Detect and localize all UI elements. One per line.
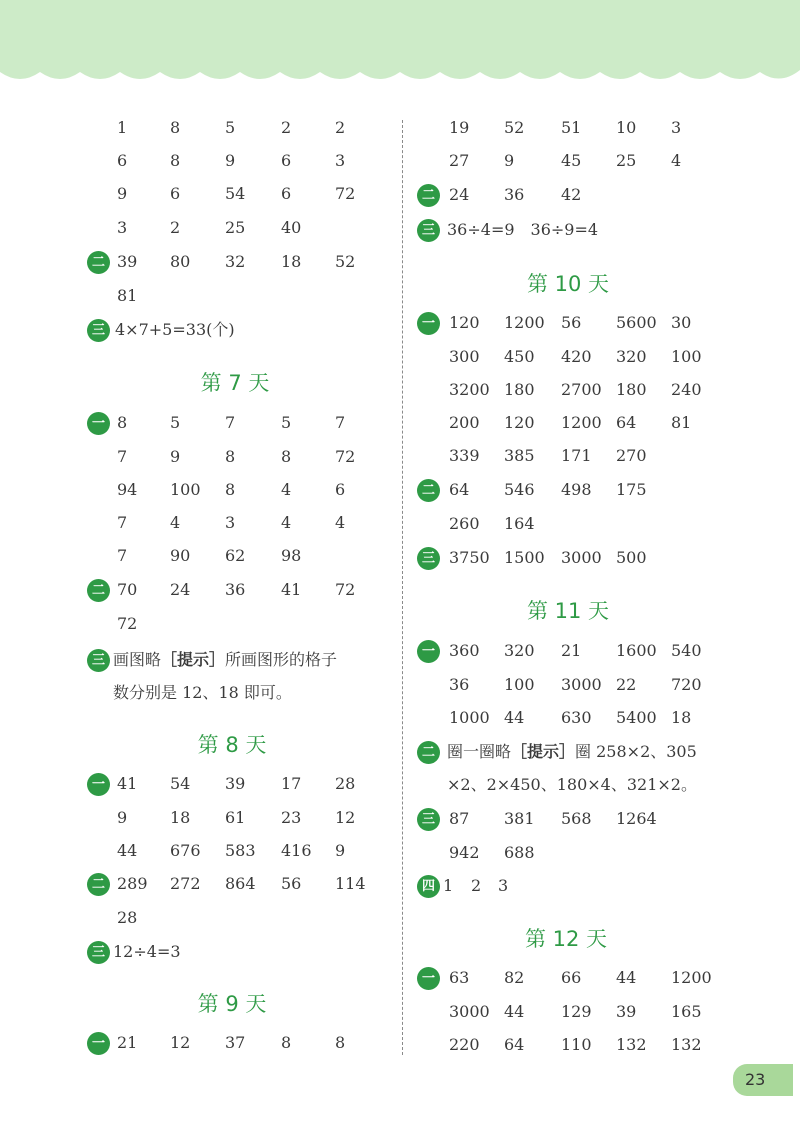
answer-value: 98 bbox=[281, 546, 302, 565]
answer-value: 5400 bbox=[616, 708, 657, 727]
answer-value: 9 bbox=[117, 184, 128, 203]
answer-value: 7 bbox=[117, 546, 128, 565]
answer-value: 45 bbox=[561, 151, 582, 170]
answer-value: 12 bbox=[335, 808, 356, 827]
answer-value: 688 bbox=[504, 843, 535, 862]
page-number: 23 bbox=[733, 1064, 793, 1096]
answer-value: 5600 bbox=[616, 313, 657, 332]
answer-value: 21 bbox=[561, 641, 582, 660]
answer-value: 3 bbox=[335, 151, 346, 170]
question-number-badge: 二 bbox=[417, 741, 440, 764]
answer-value: 3 bbox=[671, 118, 682, 137]
answer-value: 289 bbox=[117, 874, 148, 893]
answer-value: 44 bbox=[504, 1002, 525, 1021]
question-number-badge: 一 bbox=[417, 312, 440, 335]
answer-value: 1 bbox=[117, 118, 128, 137]
answer-value: 18 bbox=[170, 808, 191, 827]
answer-value: 240 bbox=[671, 380, 702, 399]
answer-value: 6 bbox=[170, 184, 181, 203]
answer-value: 8 bbox=[281, 447, 292, 466]
answer-value: 546 bbox=[504, 480, 535, 499]
answer-value: 9 bbox=[504, 151, 515, 170]
answer-value: 32 bbox=[225, 252, 246, 271]
answer-value: 5 bbox=[170, 413, 181, 432]
answer-value: 52 bbox=[504, 118, 525, 137]
hint-label: ［提示］ bbox=[511, 742, 576, 761]
answer-value: 4 bbox=[170, 513, 181, 532]
answer-value: 180 bbox=[504, 380, 535, 399]
answer-value: 4 bbox=[335, 513, 346, 532]
answer-value: 36 bbox=[225, 580, 246, 599]
day-8-heading: 第 8 天 bbox=[197, 733, 267, 757]
answer-value: 18 bbox=[281, 252, 302, 271]
answer-value: 27 bbox=[449, 151, 470, 170]
answer-value: 2700 bbox=[561, 380, 602, 399]
answer-value: 3 bbox=[117, 218, 128, 237]
answer-value: 9 bbox=[170, 447, 181, 466]
answer-value: 44 bbox=[504, 708, 525, 727]
answer-value: 72 bbox=[335, 184, 356, 203]
question-number-badge: 四 bbox=[417, 875, 440, 898]
question-number-badge: 一 bbox=[87, 773, 110, 796]
answer-value: 540 bbox=[671, 641, 702, 660]
answer-value: 8 bbox=[225, 447, 236, 466]
answer-value: 100 bbox=[671, 347, 702, 366]
answer-value: 3 bbox=[498, 876, 509, 895]
answer-value: 385 bbox=[504, 446, 535, 465]
answer-value: 2 bbox=[335, 118, 346, 137]
day-11-heading: 第 11 天 bbox=[526, 599, 610, 623]
question-number-badge: 三 bbox=[87, 319, 110, 342]
question-number-badge: 三 bbox=[417, 808, 440, 831]
answer-text-segment: 4×7+5=33(个) bbox=[115, 320, 235, 339]
answer-value: 420 bbox=[561, 347, 592, 366]
answer-value: 3750 bbox=[449, 548, 490, 567]
answer-value: 132 bbox=[671, 1035, 702, 1054]
answer-text bbox=[113, 940, 181, 964]
answer-value: 1 bbox=[443, 876, 454, 895]
answer-value: 416 bbox=[281, 841, 312, 860]
answer-value: 36 bbox=[504, 185, 525, 204]
answer-value: 80 bbox=[170, 252, 191, 271]
answer-value: 54 bbox=[170, 774, 191, 793]
answer-text-segment: ×2、2×450、180×4、321×2。 bbox=[447, 775, 697, 794]
question-number-badge: 二 bbox=[417, 479, 440, 502]
answer-value: 72 bbox=[335, 447, 356, 466]
answer-value: 120 bbox=[449, 313, 480, 332]
answer-value: 61 bbox=[225, 808, 246, 827]
answer-value: 37 bbox=[225, 1033, 246, 1052]
answer-value: 72 bbox=[335, 580, 356, 599]
answer-value: 381 bbox=[504, 809, 535, 828]
answer-value: 568 bbox=[561, 809, 592, 828]
answer-value: 1200 bbox=[671, 968, 712, 987]
answer-value: 66 bbox=[561, 968, 582, 987]
answer-value: 1000 bbox=[449, 708, 490, 727]
answer-value: 8 bbox=[117, 413, 128, 432]
answer-text-segment: 所画图形的格子 bbox=[225, 650, 338, 669]
answer-value: 498 bbox=[561, 480, 592, 499]
answer-value: 25 bbox=[616, 151, 637, 170]
answer-value: 39 bbox=[616, 1002, 637, 1021]
question-number-badge: 一 bbox=[417, 967, 440, 990]
answer-text-segment: 12÷4=3 bbox=[113, 942, 181, 961]
answer-value: 4 bbox=[281, 480, 292, 499]
answer-value: 360 bbox=[449, 641, 480, 660]
answer-value: 41 bbox=[281, 580, 302, 599]
answer-value: 171 bbox=[561, 446, 592, 465]
answer-value: 40 bbox=[281, 218, 302, 237]
answer-value: 165 bbox=[671, 1002, 702, 1021]
answer-value: 56 bbox=[561, 313, 582, 332]
answer-text bbox=[447, 773, 697, 797]
answer-value: 2 bbox=[281, 118, 292, 137]
answer-value: 54 bbox=[225, 184, 246, 203]
answer-value: 129 bbox=[561, 1002, 592, 1021]
question-number-badge: 三 bbox=[87, 649, 110, 672]
answer-text bbox=[115, 318, 235, 342]
answer-value: 5 bbox=[225, 118, 236, 137]
answer-value: 6 bbox=[281, 184, 292, 203]
answer-text-segment: 圈一圈略 bbox=[447, 742, 512, 761]
answer-value: 81 bbox=[117, 286, 138, 305]
question-number-badge: 一 bbox=[87, 412, 110, 435]
hint-label: ［提示］ bbox=[161, 650, 226, 669]
answer-value: 24 bbox=[170, 580, 191, 599]
answer-value: 630 bbox=[561, 708, 592, 727]
answer-value: 24 bbox=[449, 185, 470, 204]
answer-value: 175 bbox=[616, 480, 647, 499]
banner-wave-shape bbox=[0, 0, 800, 79]
question-number-badge: 二 bbox=[87, 873, 110, 896]
answer-text-segment: 数分别是 12、18 即可。 bbox=[113, 683, 292, 702]
answer-value: 200 bbox=[449, 413, 480, 432]
answer-value: 180 bbox=[616, 380, 647, 399]
answer-value: 5 bbox=[281, 413, 292, 432]
answer-value: 3000 bbox=[561, 548, 602, 567]
answer-value: 52 bbox=[335, 252, 356, 271]
answer-value: 9 bbox=[117, 808, 128, 827]
answer-value: 94 bbox=[117, 480, 138, 499]
answer-value: 270 bbox=[616, 446, 647, 465]
answer-text bbox=[113, 681, 292, 705]
answer-value: 7 bbox=[117, 447, 128, 466]
answer-value: 6 bbox=[281, 151, 292, 170]
answer-value: 62 bbox=[225, 546, 246, 565]
answer-value: 87 bbox=[449, 809, 470, 828]
answer-value: 500 bbox=[616, 548, 647, 567]
answer-text-segment: 36÷4=9 36÷9=4 bbox=[447, 220, 599, 239]
answer-value: 22 bbox=[616, 675, 637, 694]
answer-value: 164 bbox=[504, 514, 535, 533]
answer-value: 81 bbox=[671, 413, 692, 432]
answer-value: 39 bbox=[225, 774, 246, 793]
answer-value: 9 bbox=[335, 841, 346, 860]
answer-value: 23 bbox=[281, 808, 302, 827]
answer-value: 583 bbox=[225, 841, 256, 860]
answer-value: 320 bbox=[504, 641, 535, 660]
question-number-badge: 三 bbox=[87, 941, 110, 964]
answer-value: 56 bbox=[281, 874, 302, 893]
answer-value: 4 bbox=[281, 513, 292, 532]
answer-value: 72 bbox=[117, 614, 138, 633]
answer-text-segment: 画图略 bbox=[113, 650, 162, 669]
day-7-heading: 第 7 天 bbox=[200, 371, 270, 395]
answer-value: 8 bbox=[281, 1033, 292, 1052]
answer-value: 1200 bbox=[504, 313, 545, 332]
answer-value: 44 bbox=[616, 968, 637, 987]
answer-value: 720 bbox=[671, 675, 702, 694]
answer-value: 7 bbox=[335, 413, 346, 432]
answer-value: 3 bbox=[225, 513, 236, 532]
answer-value: 320 bbox=[616, 347, 647, 366]
answer-value: 450 bbox=[504, 347, 535, 366]
answer-value: 4 bbox=[671, 151, 682, 170]
answer-value: 64 bbox=[504, 1035, 525, 1054]
answer-value: 7 bbox=[117, 513, 128, 532]
header-banner bbox=[0, 0, 800, 90]
answer-value: 100 bbox=[504, 675, 535, 694]
question-number-badge: 二 bbox=[87, 579, 110, 602]
answer-value: 1200 bbox=[561, 413, 602, 432]
answer-value: 28 bbox=[117, 908, 138, 927]
answer-value: 3200 bbox=[449, 380, 490, 399]
day-12-heading: 第 12 天 bbox=[524, 927, 608, 951]
answer-value: 10 bbox=[616, 118, 637, 137]
answer-value: 82 bbox=[504, 968, 525, 987]
answer-value: 44 bbox=[117, 841, 138, 860]
answer-value: 90 bbox=[170, 546, 191, 565]
answer-value: 51 bbox=[561, 118, 582, 137]
column-divider bbox=[402, 120, 403, 1055]
answer-value: 114 bbox=[335, 874, 366, 893]
answer-value: 132 bbox=[616, 1035, 647, 1054]
answer-text bbox=[113, 648, 337, 672]
answer-value: 39 bbox=[117, 252, 138, 271]
answer-text-segment: 圈 258×2、305 bbox=[575, 742, 697, 761]
answer-value: 18 bbox=[671, 708, 692, 727]
answer-value: 3000 bbox=[561, 675, 602, 694]
answer-value: 2 bbox=[170, 218, 181, 237]
answer-value: 64 bbox=[616, 413, 637, 432]
answer-value: 3000 bbox=[449, 1002, 490, 1021]
answer-value: 41 bbox=[117, 774, 138, 793]
answer-text bbox=[447, 218, 598, 242]
question-number-badge: 一 bbox=[417, 640, 440, 663]
answer-value: 1600 bbox=[616, 641, 657, 660]
answer-value: 300 bbox=[449, 347, 480, 366]
answer-value: 6 bbox=[117, 151, 128, 170]
answer-value: 1264 bbox=[616, 809, 657, 828]
answer-value: 110 bbox=[561, 1035, 592, 1054]
answer-value: 8 bbox=[170, 151, 181, 170]
answer-value: 864 bbox=[225, 874, 256, 893]
answer-value: 19 bbox=[449, 118, 470, 137]
answer-value: 120 bbox=[504, 413, 535, 432]
answer-value: 63 bbox=[449, 968, 470, 987]
answer-value: 28 bbox=[335, 774, 356, 793]
question-number-badge: 二 bbox=[87, 251, 110, 274]
answer-value: 2 bbox=[471, 876, 482, 895]
question-number-badge: 一 bbox=[87, 1032, 110, 1055]
answer-value: 70 bbox=[117, 580, 138, 599]
answer-value: 676 bbox=[170, 841, 201, 860]
answer-value: 64 bbox=[449, 480, 470, 499]
answer-value: 7 bbox=[225, 413, 236, 432]
question-number-badge: 二 bbox=[417, 184, 440, 207]
answer-value: 21 bbox=[117, 1033, 138, 1052]
answer-value: 8 bbox=[170, 118, 181, 137]
answer-value: 25 bbox=[225, 218, 246, 237]
answer-value: 942 bbox=[449, 843, 480, 862]
answer-value: 42 bbox=[561, 185, 582, 204]
answer-value: 36 bbox=[449, 675, 470, 694]
answer-value: 30 bbox=[671, 313, 692, 332]
answer-value: 339 bbox=[449, 446, 480, 465]
answer-value: 17 bbox=[281, 774, 302, 793]
answer-text bbox=[447, 740, 697, 764]
answer-value: 6 bbox=[335, 480, 346, 499]
answer-value: 100 bbox=[170, 480, 201, 499]
day-9-heading: 第 9 天 bbox=[197, 992, 267, 1016]
question-number-badge: 三 bbox=[417, 219, 440, 242]
answer-value: 272 bbox=[170, 874, 201, 893]
answer-value: 220 bbox=[449, 1035, 480, 1054]
answer-value: 8 bbox=[335, 1033, 346, 1052]
answer-value: 12 bbox=[170, 1033, 191, 1052]
day-10-heading: 第 10 天 bbox=[526, 272, 610, 296]
answer-value: 9 bbox=[225, 151, 236, 170]
question-number-badge: 三 bbox=[417, 547, 440, 570]
answer-value: 260 bbox=[449, 514, 480, 533]
answer-value: 8 bbox=[225, 480, 236, 499]
answer-value: 1500 bbox=[504, 548, 545, 567]
